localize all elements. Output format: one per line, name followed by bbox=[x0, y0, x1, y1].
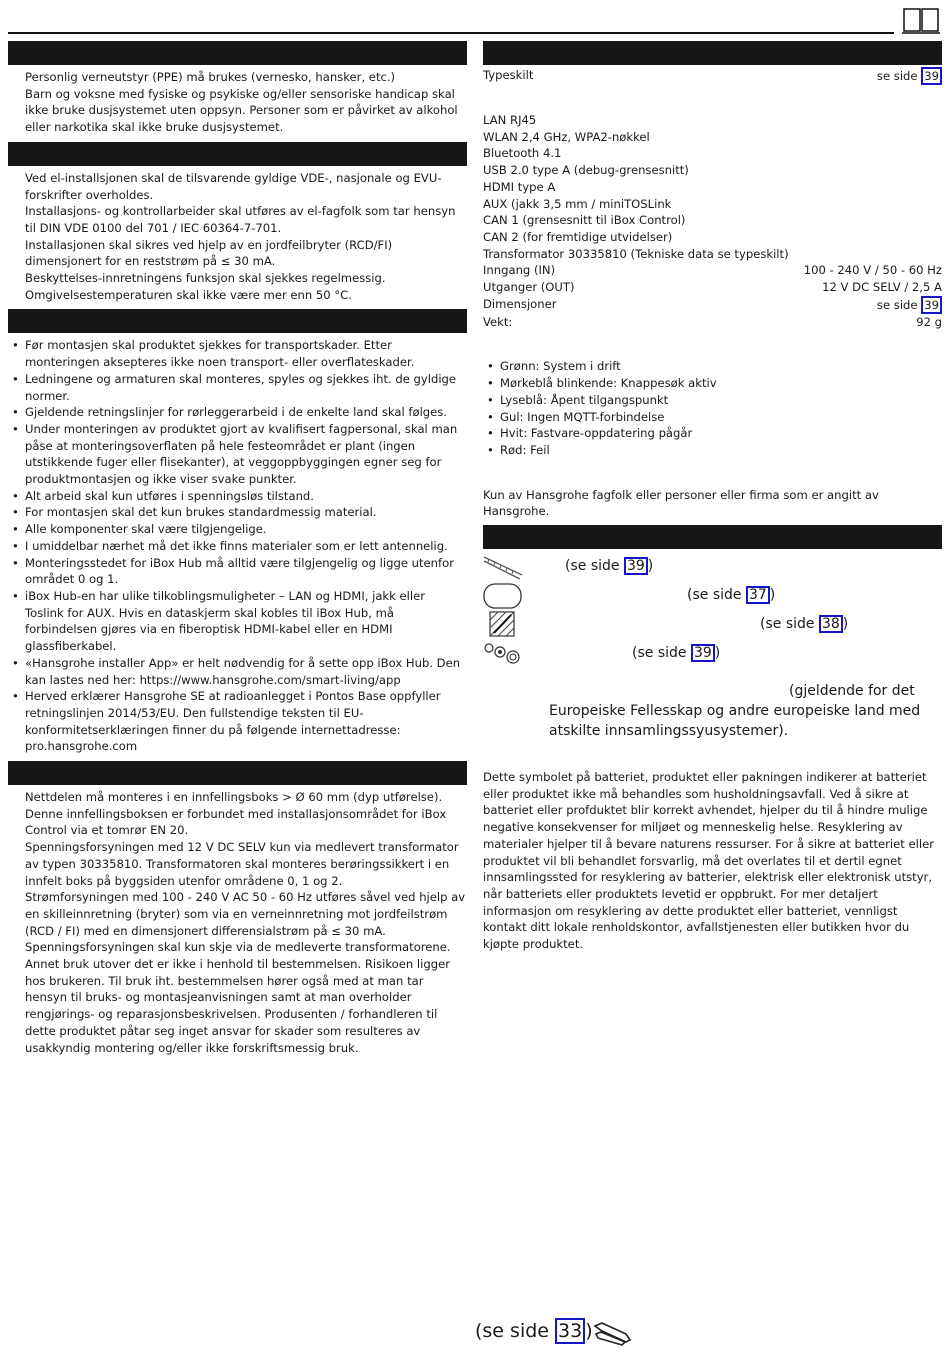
section-bar-installation bbox=[8, 309, 467, 333]
list-item: • Monteringsstedet for iBox Hub må alltid være tilgjengelig og ligge utenfor området 0 og 1. bbox=[25, 555, 467, 588]
section-bar-symbols bbox=[483, 525, 942, 549]
vekt-label: Vekt: bbox=[483, 314, 513, 329]
dimensjoner-row bbox=[483, 296, 942, 314]
list-item: • Før montasjen skal produktet sjekkes for transportskader. Etter monteringen aksepteres ikke noen transport- eller overflateskader. bbox=[25, 337, 467, 370]
paragraph: Barn og voksne med fysiske og psykiske og/eller sensoriske handicap skal ikke bruke dusjsystemet uten oppsyn. Personer som er påvirket av alkohol eller narkotika skal ikke bruke dusjsystemet. bbox=[25, 86, 458, 135]
section-bar-technical-data bbox=[483, 41, 942, 65]
list-item: • Alle komponenter skal være tilgjengelige. bbox=[25, 521, 467, 538]
hatched-square-icon bbox=[483, 611, 523, 639]
dimensjoner-label: Dimensjoner bbox=[483, 296, 557, 311]
list-item: • Alt arbeid skal kun utføres i spenningsløs tilstand. bbox=[25, 488, 467, 505]
vekt-value: 92 g bbox=[916, 314, 942, 329]
inngang-row bbox=[483, 262, 942, 279]
list-item: • Under monteringen av produktet gjort av kvalifisert fagpersonal, skal man påse at monteringsoverflaten på hele festeområdet er plant (ingen utstikkende fuger eller flisekanter), at veggoppbyggingen egner seg for produktmontasjen og ikke viser svake punkter. bbox=[25, 421, 467, 488]
footer-page-ref: (se side 33 ) bbox=[475, 1320, 593, 1342]
typeskilt-label: Typeskilt bbox=[483, 68, 534, 82]
typeskilt-ref: se side 39 bbox=[877, 67, 942, 85]
spec-line: LAN RJ45 bbox=[483, 113, 537, 127]
symbol-list bbox=[483, 549, 942, 669]
page-link-39[interactable]: 39 bbox=[921, 296, 942, 314]
page-link-38[interactable]: 38 bbox=[819, 615, 843, 633]
spec-line: CAN 1 (grensesnitt til iBox Control) bbox=[483, 213, 686, 228]
page-link-37[interactable]: 37 bbox=[746, 586, 770, 604]
service-note: Kun av Hansgrohe fagfolk eller personer eller firma som er angitt av Hansgrohe. bbox=[483, 487, 879, 519]
paragraph: Spenningsforsyningen skal kun skje via de medleverte transformatorene. Annet bruk utover det er ikke i henhold til bestemmelsen. Risikoen ligger hos brukeren. Til bruk iht. bestemmelsen hører også med at man tar hensyn til bruks- og montasjeanvisningen samt at man overholder rengjørings- og reparasjonsbeskrivelsen. Produsenten / forhandleren til dette produktet påtar seg inget ansvar for skader som resulteres av usakkyndig montering og/eller ikke forskriftsmessig bruk. bbox=[25, 940, 451, 1055]
spec-line: HDMI type A bbox=[483, 179, 556, 194]
list-item: • Lyseblå: Åpent tilgangspunkt bbox=[500, 392, 942, 409]
paragraph: Installasjons- og kontrollarbeider skal utføres av el-fagfolk som tar hensyn til DIN VDE 0100 del 701 / IEC 60364-7-701. bbox=[25, 204, 456, 235]
symbol-row bbox=[483, 582, 942, 611]
symbol-ref: (se side 37 ) bbox=[687, 587, 776, 604]
led-status-list bbox=[483, 358, 942, 458]
power-supply-text bbox=[8, 785, 467, 1062]
paragraph: Ved el-installsjonen skal de tilsvarende gyldige VDE-, nasjonale og EVU-forskrifter overholdes. bbox=[25, 170, 442, 202]
symbol-row bbox=[483, 553, 942, 582]
list-item: • Grønn: System i drift bbox=[500, 358, 942, 375]
left-column bbox=[8, 41, 467, 1062]
paragraph: Omgivelsestemperaturen skal ikke være mer enn 50 °C. bbox=[25, 287, 352, 302]
battery-disposal-text: Dette symbolet på batteriet, produktet eller pakningen indikerer at batteriet eller produktet ikke må behandles som husholdningsavfall. Ved å sikre at batteriet eller profduktet blir korrekt avhendet, hjelper du til å hindre mulige negative konsekvenser for miljøet og menneskelig helse. Resyklering av materialer hjelper til å bevare naturens ressurser. For å sikre at batteriet eller produktet vil bli behandlet forsvarlig, må det overlates til et dertil egnet innsamlingssted for resyklering av batterier, elektrisk eller elektronisk utstyr, når batteriets eller produktets levetid er oppbrukt. For mer detaljert informasjon om resyklering av dette produktet eller batteriet, vennligst kontakt ditt lokale renholdskontor, avfallstjenesten eller butikken hvor du kjøpte produktet. bbox=[483, 770, 934, 952]
top-rule bbox=[8, 32, 894, 34]
paragraph: Personlig verneutstyr (PPE) må brukes (vernesko, hansker, etc.) bbox=[25, 70, 396, 84]
symbol-ref: (se side 39 ) bbox=[632, 645, 721, 662]
disposal-line-a: (gjeldende for det bbox=[789, 683, 915, 700]
spare-parts-icon bbox=[483, 640, 523, 668]
list-item: • Mørkeblå blinkende: Knappesøk aktiv bbox=[500, 375, 942, 392]
spec-line: AUX (jakk 3,5 mm / miniTOSLink bbox=[483, 196, 672, 211]
spec-line: Bluetooth 4.1 bbox=[483, 146, 562, 161]
paragraph: Nettdelen må monteres i en innfellingsboks > Ø 60 mm (dyp utførelse). Denne innfellingsboksen er forbundet med installasjonsområdet for iBox Control via et tomrør EN 20. bbox=[25, 790, 447, 838]
page-link-39[interactable]: 39 bbox=[921, 67, 942, 85]
list-item: • Ledningene og armaturen skal monteres, spyles og sjekkes iht. de gyldige normer. bbox=[25, 371, 467, 404]
technical-data bbox=[483, 65, 942, 330]
safety-text bbox=[8, 65, 467, 142]
spec-line: CAN 2 (for fremtidige utvidelser) bbox=[483, 229, 673, 244]
list-item: • «Hansgrohe installer App» er helt nødvendig for å sette opp iBox Hub. Den kan lastes ned her: https://www.hansgrohe.com/smart-living/app bbox=[25, 655, 467, 688]
section-bar-electrical bbox=[8, 142, 467, 166]
paragraph: Spenningsforsyningen med 12 V DC SELV kun via medlevert transformator av typen 30335810. Transformatoren skal monteres berøringssikkert i en innfelt boks på byggsiden utenfor områdene 0, 1 og 2. bbox=[25, 840, 459, 888]
list-item: • iBox Hub-en har ulike tilkoblingsmuligheter – LAN og HDMI, jakk eller Toslink for AUX. Hvis en dataskjerm skal kobles til iBox Hub, må forbindelsen gjøres via en fiberoptisk HDMI-kabel eller en HDMI glassfiberkabel. bbox=[25, 588, 467, 655]
list-item: • Herved erklærer Hansgrohe SE at radioanlegget i Pontos Base oppfyller retningslinjen 2014/53/EU. Den fullstendige teksten til EU-konformitetserklæringen finner du på følgende internettadresse: pro.hansgrohe.com bbox=[25, 688, 467, 755]
inngang-value: 100 - 240 V / 50 - 60 Hz bbox=[803, 263, 942, 278]
symbol-ref: (se side 39 ) bbox=[565, 558, 654, 575]
electrical-text bbox=[8, 166, 467, 310]
disposal-line-b: Europeiske Fellesskap og andre europeiske land med atskilte innsamlingssyusystemer). bbox=[549, 703, 921, 740]
paragraph: Installasjonen skal sikres ved hjelp av en jordfeilbryter (RCD/FI) dimensjonert for en reststrøm på ≤ 30 mA. bbox=[25, 237, 393, 269]
wrench-icon bbox=[592, 1320, 632, 1346]
list-item: • For montasjen skal det kun brukes standardmessig material. bbox=[25, 504, 467, 521]
ruler-icon bbox=[483, 553, 523, 581]
spec-line: WLAN 2,4 GHz, WPA2-nøkkel bbox=[483, 129, 650, 144]
page-link-39[interactable]: 39 bbox=[624, 557, 648, 575]
list-item: • I umiddelbar nærhet må det ikke finns materialer som er lett antennelig. bbox=[25, 538, 467, 555]
list-item: • Rød: Feil bbox=[500, 442, 942, 459]
list-item: • Gjeldende retningslinjer for rørleggerarbeid i de enkelte land skal følges. bbox=[25, 404, 467, 421]
list-item: • Gul: Ingen MQTT-forbindelse bbox=[500, 409, 942, 426]
list-item: • Hvit: Fastvare-oppdatering pågår bbox=[500, 425, 942, 442]
section-bar-power-supply bbox=[8, 761, 467, 785]
utganger-value: 12 V DC SELV / 2,5 A bbox=[822, 280, 942, 295]
spec-line: USB 2.0 type A (debug-grensesnitt) bbox=[483, 163, 689, 178]
symbol-row bbox=[483, 640, 942, 669]
spec-line: Transformator 30335810 (Tekniske data se typeskilt) bbox=[483, 246, 789, 261]
dimensjoner-ref: se side 39 bbox=[877, 296, 942, 314]
vekt-row bbox=[483, 314, 942, 331]
installation-list bbox=[8, 333, 467, 761]
symbol-row bbox=[483, 611, 942, 640]
paragraph: Strømforsyningen med 100 - 240 V AC 50 - 60 Hz utføres såvel ved hjelp av en skilleinnretning (bryter) som via en verneinnretning mot jordfeilstrøm (RCD / FI) med en dimensjonert differensialstrøm på ≤ 30 mA. bbox=[25, 890, 466, 938]
book-icon bbox=[902, 6, 940, 36]
symbol-ref: (se side 38 ) bbox=[760, 616, 849, 633]
typeskilt-row bbox=[483, 67, 942, 85]
inngang-label: Inngang (IN) bbox=[483, 263, 556, 278]
page-link-39[interactable]: 39 bbox=[691, 644, 715, 662]
paragraph: Beskyttelses-innretningens funksjon skal sjekkes regelmessig. bbox=[25, 271, 386, 286]
right-column bbox=[483, 41, 942, 953]
utganger-row bbox=[483, 279, 942, 296]
utganger-label: Utganger (OUT) bbox=[483, 280, 575, 295]
page-link-33[interactable]: 33 bbox=[555, 1318, 585, 1344]
section-bar-safety bbox=[8, 41, 467, 65]
rounded-box-icon bbox=[483, 582, 523, 610]
